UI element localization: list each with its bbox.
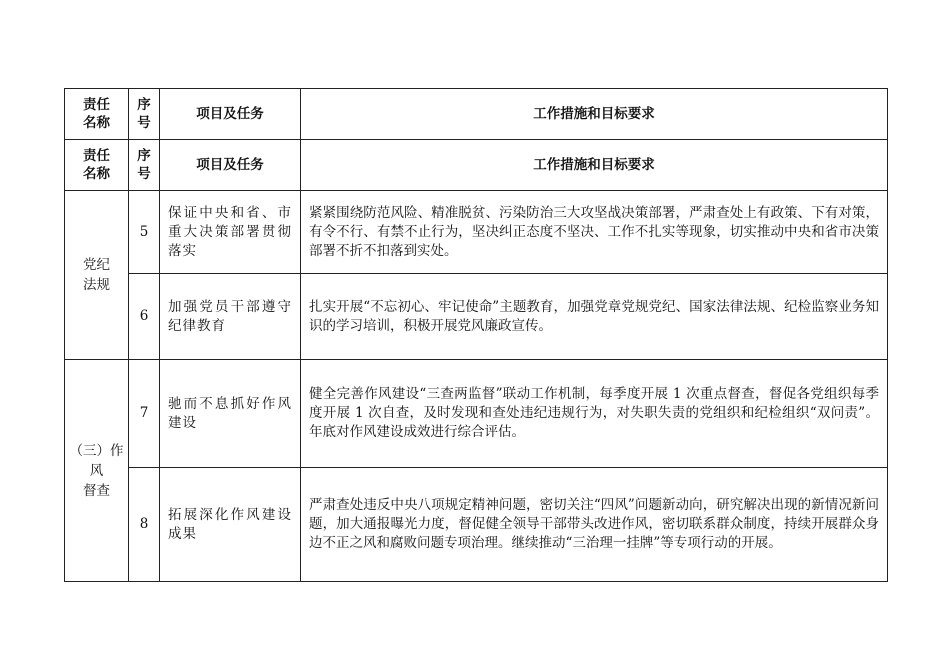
row-measures: 扎实开展“不忘初心、牢记使命”主题教育，加强党章党规党纪、国家法律法规、纪检监察业务知识的学习培训，积极开展党风廉政宣传。 [301,274,888,360]
row-project: 加强党员干部遵守纪律教育 [160,274,301,360]
table-row [65,468,888,582]
header-responsibility-name: 责任 名称 [65,89,129,140]
row-seq: 7 [129,360,160,468]
row-project: 驰而不息抓好作风建设 [160,360,301,468]
table-header-row-repeat [65,140,888,191]
table-row [65,360,888,468]
category-style: （三）作 风 督查 [65,360,129,582]
row-seq: 8 [129,468,160,582]
row-measures: 紧紧围绕防范风险、精准脱贫、污染防治三大攻坚战决策部署，严肃查处上有政策、下有对策，有令不行、有禁不止行为，坚决纠正态度不坚决、工作不扎实等现象，切实推动中央和省市决策部署不折不扣落到实处。 [301,191,888,274]
header-measures: 工作措施和目标要求 [301,89,888,140]
header-seq: 序 号 [129,140,160,191]
row-seq: 6 [129,274,160,360]
row-project: 拓展深化作风建设成果 [160,468,301,582]
table-row [65,274,888,360]
header-project: 项目及任务 [160,89,301,140]
category-discipline: 党纪 法规 [65,191,129,360]
row-measures: 严肃查处违反中央八项规定精神问题，密切关注“四风”问题新动向，研究解决出现的新情况新问题，加大通报曝光力度，督促健全领导干部带头改进作风，密切联系群众制度，持续开展群众身边不正之风和腐败问题专项治理。继续推动“三治理一挂牌”等专项行动的开展。 [301,468,888,582]
header-responsibility-name: 责任 名称 [65,140,129,191]
table-row [65,191,888,274]
table-header-row [65,89,888,140]
row-measures: 健全完善作风建设“三查两监督”联动工作机制，每季度开展 1 次重点督查，督促各党组织每季度开展 1 次自查，及时发现和查处违纪违规行为，对失职失责的党组织和纪检组织“双问责”。年底对作风建设成效进行综合评估。 [301,360,888,468]
row-project: 保证中央和省、市重大决策部署贯彻落实 [160,191,301,274]
header-project: 项目及任务 [160,140,301,191]
row-seq: 5 [129,191,160,274]
header-seq: 序 号 [129,89,160,140]
responsibility-table [64,88,888,582]
header-measures: 工作措施和目标要求 [301,140,888,191]
